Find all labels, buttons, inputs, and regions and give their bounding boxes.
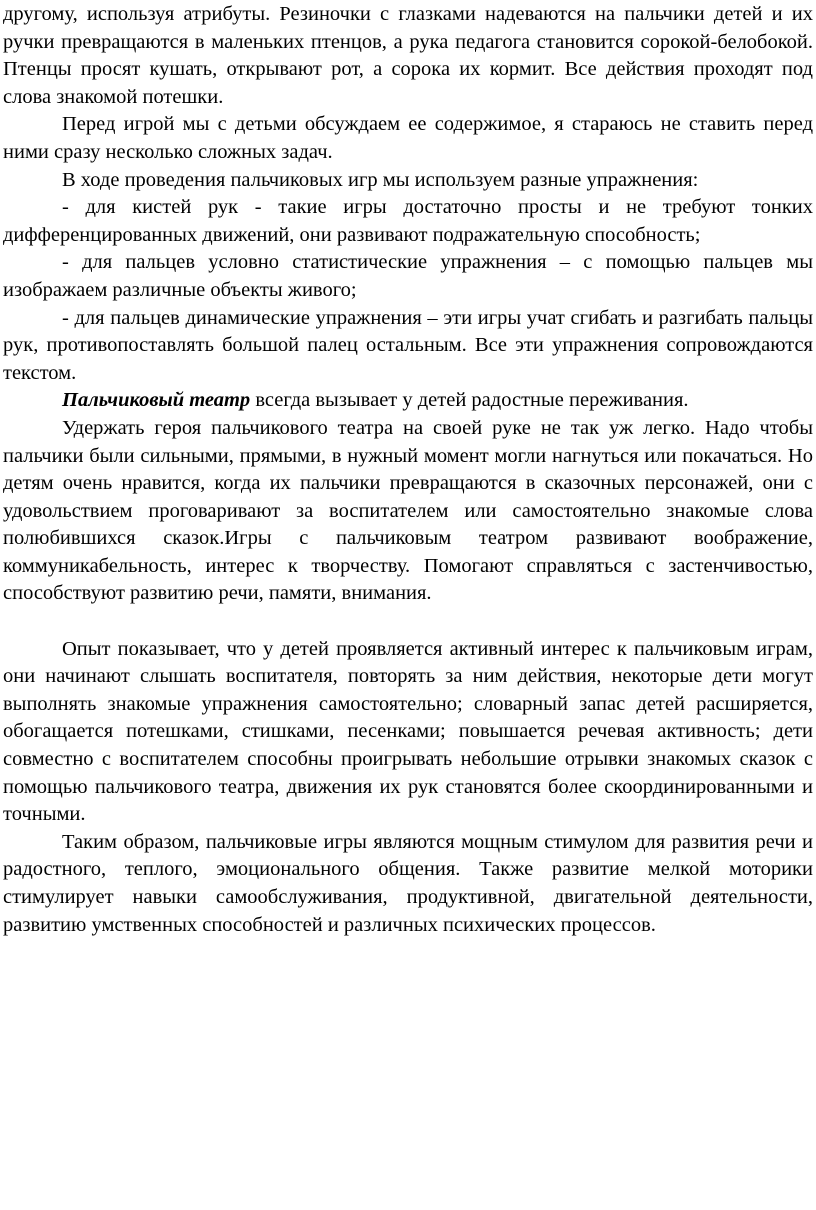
document-page (3, 1, 813, 939)
paragraph-finger-theatre-text: всегда вызывает у детей радостные переживания. (250, 389, 689, 412)
list-item-static-fingers: - для пальцев условно статистические упражнения – с помощью пальцев мы изображаем различные объекты живого; (3, 251, 813, 301)
emphasis-finger-theatre: Пальчиковый театр (62, 389, 251, 412)
list-item-dynamic-fingers: - для пальцев динамические упражнения – эти игры учат сгибать и разгибать пальцы рук, противопоставлять большой палец остальным. Все эти упражнения сопровождаются текстом. (3, 306, 813, 384)
paragraph-discussion: Перед игрой мы с детьми обсуждаем ее содержимое, я стараюсь не ставить перед ними сразу несколько сложных задач. (3, 113, 813, 163)
paragraph-exercises-intro: В ходе проведения пальчиковых игр мы используем разные упражнения: (62, 168, 699, 191)
list-item-hands: - для кистей рук - такие игры достаточно просты и не требуют тонких дифференцированных движений, они развивают подражательную способность; (3, 196, 813, 246)
paragraph-theatre-details: Удержать героя пальчикового театра на своей руке не так уж легко. Надо чтобы пальчики были сильными, прямыми, в нужный момент могли нагнуться или покачаться. Но детям очень нравится, когда их пальчики превращаются в сказочных персонажей, они с удовольствием проговаривают за воспитателем или самостоятельно знакомые слова полюбившихся сказок.Игры с пальчиковым театром развивают воображение, коммуникабельность, интерес к творчеству. Помогают справляться с застенчивостью, способствуют развитию речи, памяти, внимания. (3, 416, 813, 605)
paragraph-conclusion: Таким образом, пальчиковые игры являются мощным стимулом для развития речи и радостного, теплого, эмоционального общения. Также развитие мелкой моторики стимулирует навыки самообслуживания, продуктивной, двигательной деятельности, развитию умственных способностей и различных психических процессов. (3, 830, 813, 936)
paragraph-experience: Опыт показывает, что у детей проявляется активный интерес к пальчиковым играм, они начинают слышать воспитателя, повторять за ним действия, некоторые дети могут выполнять знакомые упражнения самостоятельно; словарный запас детей расширяется, обогащается потешками, стишками, песенками; повышается речевая активность; дети совместно с воспитателем способны проигрывать небольшие отрывки знакомых сказок с помощью пальчикового театра, движения их рук становятся более скоординированными и точными. (3, 637, 813, 826)
paragraph-gap (3, 608, 813, 636)
paragraph-finger-theatre (3, 387, 813, 415)
paragraph-continuation: другому, используя атрибуты. Резиночки с глазками надеваются на пальчики детей и их ручки превращаются в маленьких птенцов, а рука педагога становится сорокой-белобокой. Птенцы просят кушать, открывают рот, а сорока их кормит. Все действия проходят под слова знакомой потешки. (3, 3, 813, 108)
